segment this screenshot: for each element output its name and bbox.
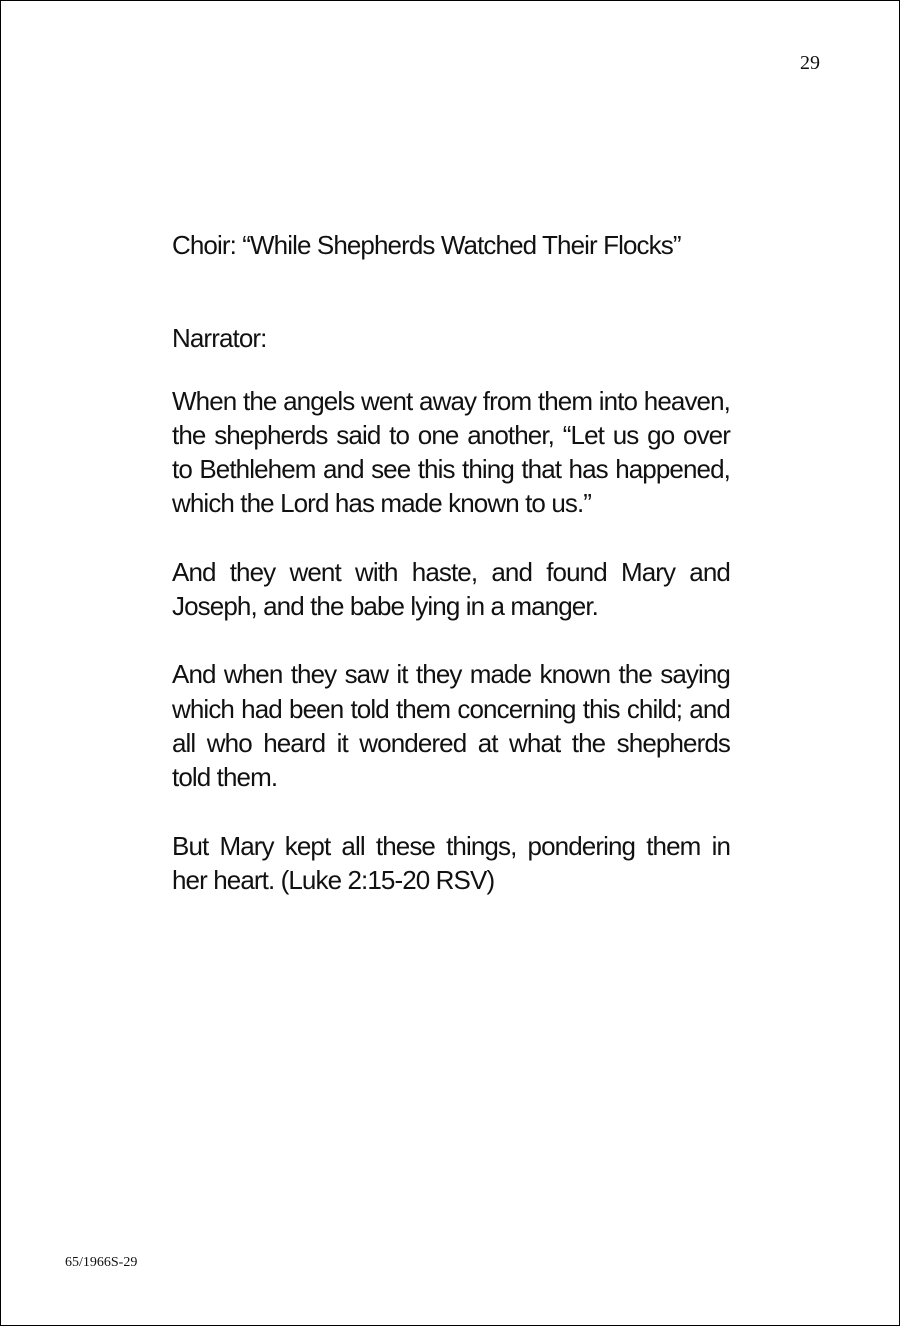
narration-paragraph: And when they saw it they made known the saying which had been told them concerning this child; and all who heard it wondered at what the shepherds told them. — [172, 659, 730, 793]
page-number: 29 — [800, 52, 820, 74]
script-content — [172, 228, 730, 897]
narration-paragraph: When the angels went away from them into heaven, the shepherds said to one another, “Let us go over to Bethlehem and see this thing that has happened, which the Lord has made known to us.” — [172, 385, 730, 519]
narration-paragraph: And they went with haste, and found Mary and Joseph, and the babe lying in a manger. — [172, 556, 730, 622]
speaker-label: Narrator: — [172, 323, 267, 354]
narration-paragraph: But Mary kept all these things, pondering them in her heart. (Luke 2:15-20 RSV) — [172, 830, 730, 895]
footer-code: 65/1966S-29 — [65, 1255, 138, 1270]
choir-heading: Choir: “While Shepherds Watched Their Flocks” — [172, 230, 681, 260]
